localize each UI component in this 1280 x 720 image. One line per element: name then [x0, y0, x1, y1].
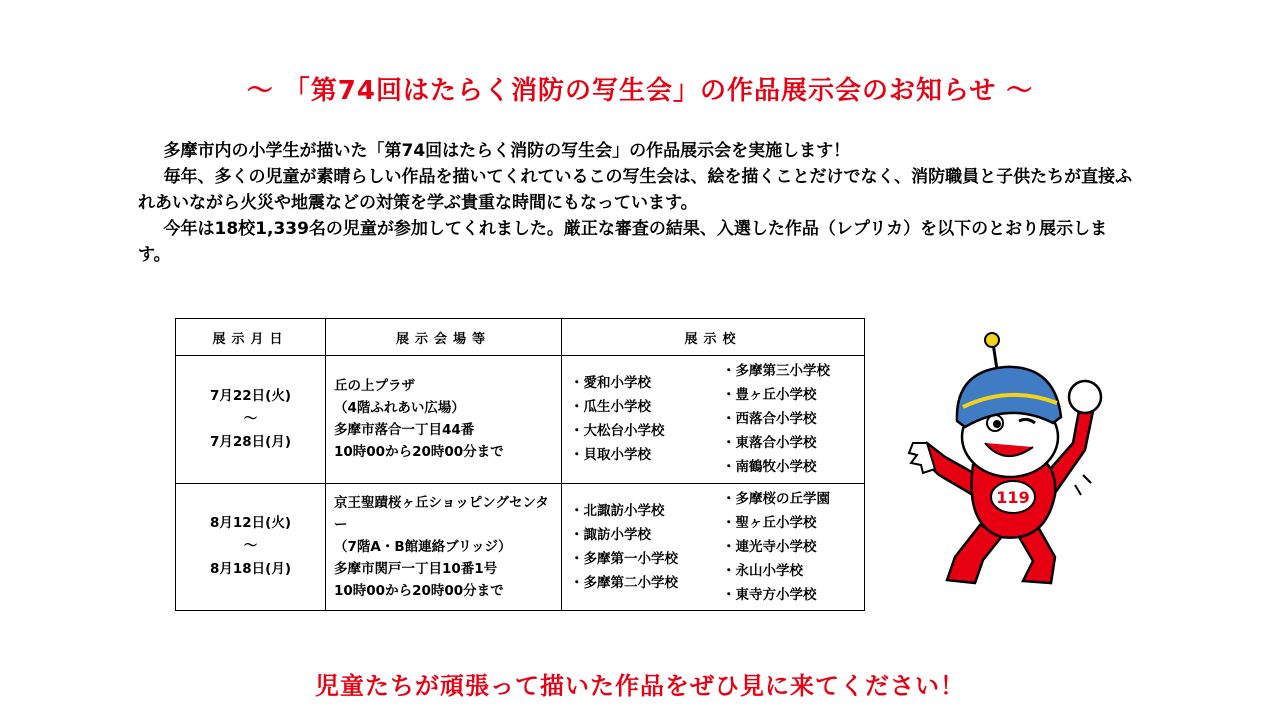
- intro-paragraph-2: 毎年、多くの児童が素晴らしい作品を描いてくれているこの写生会は、絵を描くことだけでなく、消防職員と子供たちが直接ふれあいながら火災や地震などの対策を学ぶ貴重な時間にもなっています。: [138, 167, 1133, 213]
- venue-hours: 10時00から20時00分まで: [334, 582, 504, 599]
- date-end: 8月18日(月): [209, 561, 292, 578]
- exhibition-schedule-table: [175, 318, 865, 611]
- mascot-badge-text: 119: [996, 488, 1030, 507]
- date-start: 7月22日(火): [209, 387, 292, 404]
- date-end: 7月28日(月): [209, 433, 292, 450]
- school-item: ・連光寺小学校: [722, 538, 817, 555]
- date-separator: ～: [243, 410, 258, 427]
- venue-name: 丘の上プラザ: [334, 378, 415, 395]
- venue-hours: 10時00から20時00分まで: [334, 444, 504, 461]
- school-item: ・永山小学校: [722, 562, 803, 579]
- school-item: ・聖ヶ丘小学校: [722, 514, 817, 531]
- school-item: ・諏訪小学校: [570, 526, 651, 543]
- date-start: 8月12日(火): [209, 515, 292, 532]
- venue-name: 京王聖蹟桜ヶ丘ショッピングセンター: [334, 494, 549, 533]
- header-venue: 展示会場等: [326, 319, 562, 356]
- date-separator: ～: [243, 538, 258, 555]
- intro-paragraph-1: 多摩市内の小学生が描いた「第74回はたらく消防の写生会」の作品展示会を実施します！: [163, 141, 851, 161]
- school-item: ・北諏訪小学校: [570, 502, 665, 519]
- school-item: ・多摩第一小学校: [570, 550, 678, 567]
- venue-address: 多摩市関戸一丁目10番1号: [334, 560, 498, 577]
- venue-address: 多摩市落合一丁目44番: [334, 422, 475, 439]
- exhibition-dates: [176, 483, 326, 611]
- page-title: ～ 「第74回はたらく消防の写生会」の作品展示会のお知らせ ～: [246, 76, 1034, 106]
- exhibition-schools: [562, 483, 865, 611]
- exhibition-schools: [562, 356, 865, 484]
- venue-floor: （7階A・B館連絡ブリッジ）: [334, 538, 512, 555]
- school-item: ・多摩第三小学校: [722, 363, 830, 380]
- school-item: ・南鶴牧小学校: [722, 459, 817, 476]
- intro-text: [138, 138, 1138, 268]
- school-item: ・豊ヶ丘小学校: [722, 387, 817, 404]
- firefighter-mascot-illustration: [905, 325, 1115, 590]
- exhibition-venue: [326, 356, 562, 484]
- school-item: ・貝取小学校: [570, 447, 651, 464]
- school-item: ・多摩桜の丘学園: [722, 490, 830, 507]
- school-item: ・大松台小学校: [570, 423, 665, 440]
- table-row: [176, 483, 865, 611]
- intro-paragraph-3: 今年は18校1,339名の児童が参加してくれました。厳正な審査の結果、入選した作品（レプリカ）を以下のとおり展示します。: [138, 219, 1108, 265]
- school-item: ・東落合小学校: [722, 435, 817, 452]
- closing-message: 児童たちが頑張って描いた作品をぜひ見に来てください！: [315, 672, 965, 700]
- school-item: ・愛和小学校: [570, 375, 651, 392]
- exhibition-dates: [176, 356, 326, 484]
- table-row: [176, 356, 865, 484]
- header-schools: 展示校: [562, 319, 865, 356]
- school-item: ・東寺方小学校: [722, 586, 817, 603]
- header-date: 展示月日: [176, 319, 326, 356]
- venue-floor: （4階ふれあい広場）: [334, 400, 465, 417]
- school-item: ・西落合小学校: [722, 411, 817, 428]
- table-header-row: [176, 319, 865, 356]
- school-item: ・多摩第二小学校: [570, 574, 678, 591]
- school-item: ・瓜生小学校: [570, 399, 651, 416]
- exhibition-venue: [326, 483, 562, 611]
